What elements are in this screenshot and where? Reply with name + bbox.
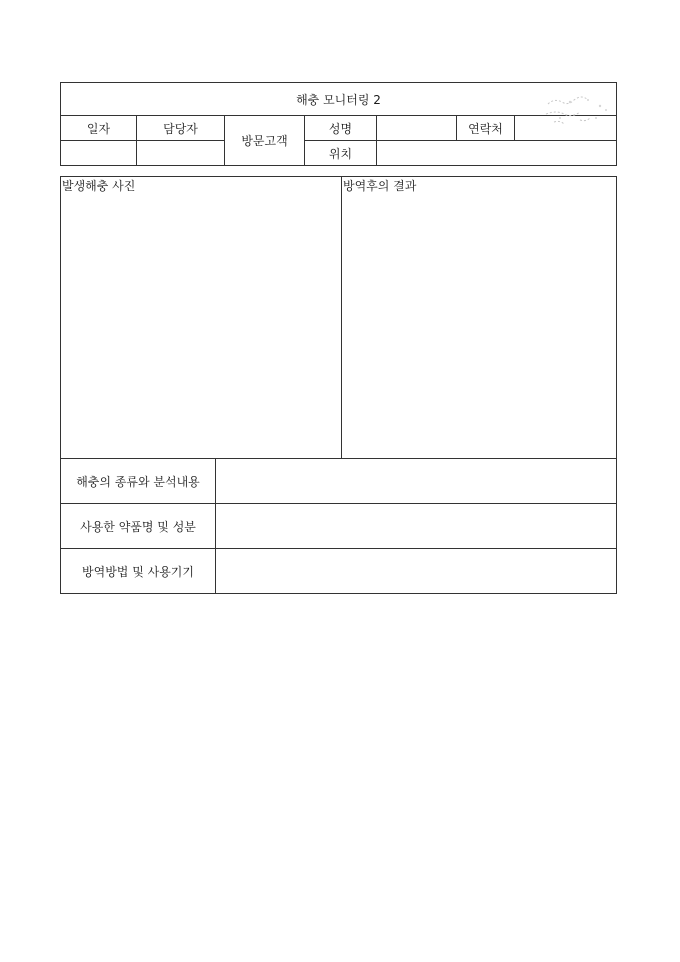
scan-smudge <box>540 92 614 132</box>
page-title: 해충 모니터링 2 <box>296 92 381 107</box>
visitor-label: 방문고객 <box>241 134 288 148</box>
result-area[interactable] <box>342 194 616 458</box>
pest-type-label: 해충의 종류와 분석내용 <box>76 474 200 489</box>
manager-field[interactable] <box>137 141 224 165</box>
location-label: 위치 <box>328 146 353 161</box>
pest-photo-area[interactable] <box>61 194 341 458</box>
method-label: 방역방법 및 사용기기 <box>82 564 194 579</box>
pest-type-field[interactable] <box>216 459 616 503</box>
result-label: 방역후의 결과 <box>343 179 417 193</box>
chemical-field[interactable] <box>216 504 616 548</box>
chemical-label: 사용한 약품명 및 성분 <box>80 519 196 534</box>
method-field[interactable] <box>216 549 616 593</box>
name-field[interactable] <box>377 116 456 140</box>
date-field[interactable] <box>61 141 136 165</box>
name-label: 성명 <box>328 121 353 136</box>
date-label: 일자 <box>86 121 111 136</box>
pest-photo-label: 발생해충 사진 <box>62 179 136 193</box>
location-field[interactable] <box>377 141 616 165</box>
manager-label: 담당자 <box>163 121 198 136</box>
contact-label: 연락처 <box>468 121 503 136</box>
